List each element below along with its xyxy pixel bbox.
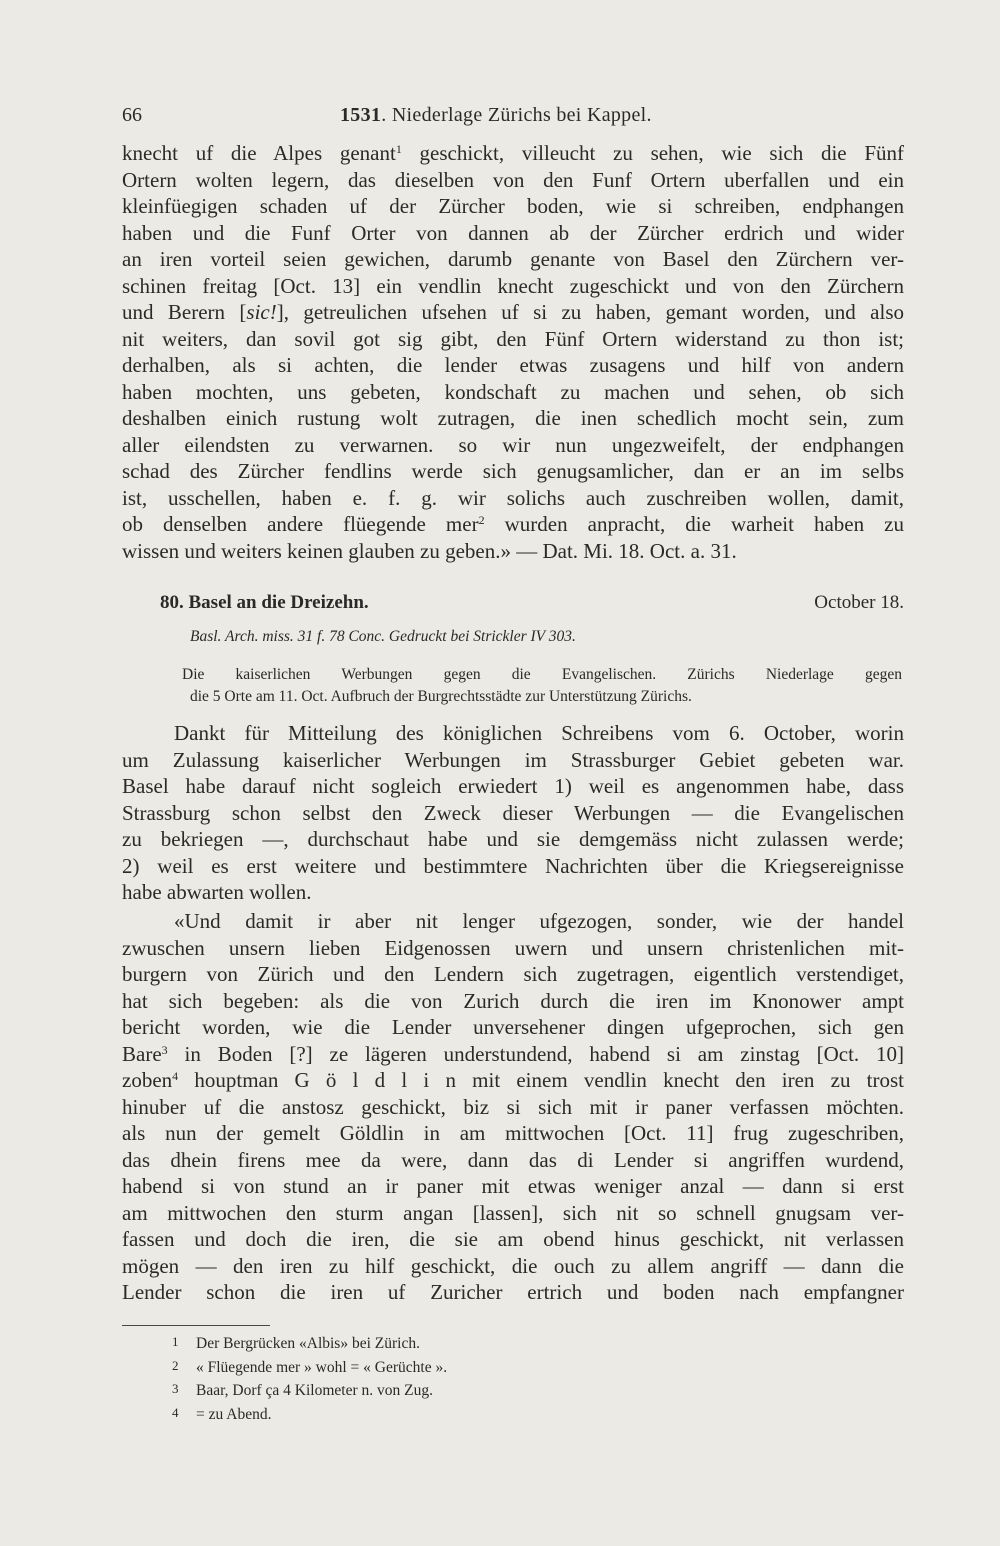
text-line: Lender schon die iren uf Zuricher ertrich und boden nach empfangner [122,1280,904,1304]
text-line: deshalben einich rustung wolt zutragen, die inen schedlich mocht sein, zum [122,406,904,430]
text-line: aller eilendsten zu verwarnen. so wir nun ungezweifelt, der endphangen [122,432,904,457]
text-line: ist, usschellen, haben e. f. g. wir solichs auch zuschreiben wollen, damit, [122,485,904,510]
paragraph-summary-text [122,720,904,906]
footnote-text: Der Bergrücken «Albis» bei Zürich. [196,1335,420,1352]
text-line: ob denselben andere flüegende mer$^2$ wurden anpracht, die warheit haben zu [122,512,904,536]
page-number: 66 [122,104,142,126]
text-line: fassen und doch die iren, die sie am obend hinus geschickt, nit verlassen [122,1227,904,1251]
text-line: nit weiters, dan sovil got sig gibt, den Fünf Ortern widerstand zu thon ist; [122,326,904,351]
footnote-text: = zu Abend. [196,1405,272,1423]
summary-line: Die kaiserlichen Werbungen gegen die Evangelischen. Zürichs Niederlage gegen [182,666,902,683]
text-line: knecht uf die Alpes genant$^1$ geschickt, villeucht zu sehen, wie sich die Fünf [122,141,904,165]
text-line: schad des Zürcher fendlins werde sich genugsamlicher, dan er an im selbs [122,459,904,483]
section-title: 80. Basel an die Dreizehn. [160,592,369,613]
footnote-mark: 2 [172,1357,179,1373]
section-heading [160,592,904,620]
text-line: haben und die Funf Orter von dannen ab der Zürcher erdrich und wider [122,220,904,245]
sic-mark: sic! [246,300,277,324]
text-line: zoben$^4$ houptman G ö l d l i n mit einem vendlin knecht den iren zu trost [122,1068,904,1092]
text-line: zu bekriegen —, durchschaut habe und sie demgemäss nicht zulassen werde; [122,827,904,851]
text-line: zwuschen unsern lieben Eidgenossen uwern und unsern christenlichen mit- [122,935,904,960]
text-line: habend si von stund an ir paner mit etwas weniger anzal — dann si erst [122,1174,904,1198]
footnotes [172,1330,672,1424]
footnote-mark: 3 [172,1381,179,1396]
text-line: 2) weil es erst weitere und bestimmtere Nachrichten über die Kriegsereignisse [122,853,904,878]
text-line: wissen und weiters keinen glauben zu geben.» — Dat. Mi. 18. Oct. a. 31. [122,538,737,563]
text-line: burgern von Zürich und den Lendern sich zugetragen, eigentlich verstendiget, [122,962,904,986]
footnote-mark: 1 [172,1334,179,1349]
paragraph-quoted-letter [122,908,904,1306]
running-title: 1531. Niederlage Zürichs bei Kappel. [340,104,652,126]
footnote [172,1354,672,1378]
text-line: Dankt für Mitteilung des königlichen Schreibens vom 6. October, worin [174,721,904,745]
section-date: October 18. [814,592,904,613]
text-line: hat sich begeben: als die von Zurich durch die iren im Knonower ampt [122,988,904,1013]
text-line: am mittwochen den sturm angan [lassen], sich nit so schnell gnugsam ver- [122,1200,904,1225]
paragraph-letter-continuation [122,140,904,564]
summary-line: die 5 Orte am 11. Oct. Aufbruch der Burgrechtsstädte zur Unterstützung Zürichs. [190,688,692,705]
text-line: Strassburg schon selbst den Zweck dieser Werbungen — die Evangelischen [122,800,904,825]
page-header [122,100,902,132]
footnote-ref: 1 [395,142,402,156]
section-summary [182,664,902,708]
text-line: habe abwarten wollen. [122,880,312,904]
text-line: bericht worden, wie die Lender unversehener dingen ufgeprochen, sich gen [122,1015,904,1039]
text-line: derhalben, als si achten, die lender etwas zusagens und hilf von andern [122,353,904,377]
text-line: und Berern [sic!], getreulichen ufsehen uf si zu haben, gemant worden, und also [122,300,904,324]
text-line: hinuber uf die anstosz geschickt, biz si sich mit ir paner verfassen möchten. [122,1094,904,1119]
text-line: kleinfüegigen schaden uf der Zürcher boden, wie si schreiben, endphangen [122,194,904,218]
footnote-text: Baar, Dorf ça 4 Kilometer n. von Zug. [196,1382,433,1399]
footnote-mark: 4 [172,1404,179,1420]
text-line: mögen — den iren zu hilf geschickt, die ouch zu allem angriff — dann die [122,1253,904,1278]
footnote-divider [122,1325,270,1326]
text-line: um Zulassung kaiserlicher Werbungen im Strassburger Gebiet gebeten war. [122,747,904,772]
archive-source: Basl. Arch. miss. 31 f. 78 Conc. Gedruckt bei Strickler IV 303. [190,628,576,645]
footnote-ref: 2 [478,513,485,527]
text-line: Ortern wolten legern, das dieselben von den Funf Ortern uberfallen und ein [122,167,904,192]
text-line: das dhein firens mee da were, dann das di Lender si angriffen wurdend, [122,1147,904,1172]
footnote-ref: 4 [172,1069,179,1083]
footnote [172,1330,672,1354]
running-year: 1531 [340,104,382,126]
footnote-ref: 3 [161,1042,168,1057]
text-line: schinen freitag [Oct. 13] ein vendlin knecht zugeschickt und von den Zürchern [122,273,904,298]
text-line: als nun der gemelt Göldlin in am mittwochen [Oct. 11] frug zugeschriben, [122,1121,904,1145]
text-line: «Und damit ir aber nit lenger ufgezogen, sonder, wie der handel [174,909,904,933]
text-line: Basel habe darauf nicht sogleich erwiedert 1) weil es angenommen habe, dass [122,774,904,798]
running-title-text: Niederlage Zürichs bei Kappel. [391,104,652,126]
text-line: haben mochten, uns gebeten, kondschaft zu machen und sehen, ob sich [122,379,904,404]
footnote [172,1401,672,1425]
footnote [172,1377,672,1401]
text-line: Bare$^3$ in Boden [?] ze lägeren understundend, habend si am zinstag [Oct. 10] [122,1041,904,1066]
footnote-text: « Flüegende mer » wohl = « Gerüchte ». [196,1358,448,1376]
text-line: an iren vorteil seien gewichen, darumb genante von Basel den Zürchern ver- [122,247,904,271]
